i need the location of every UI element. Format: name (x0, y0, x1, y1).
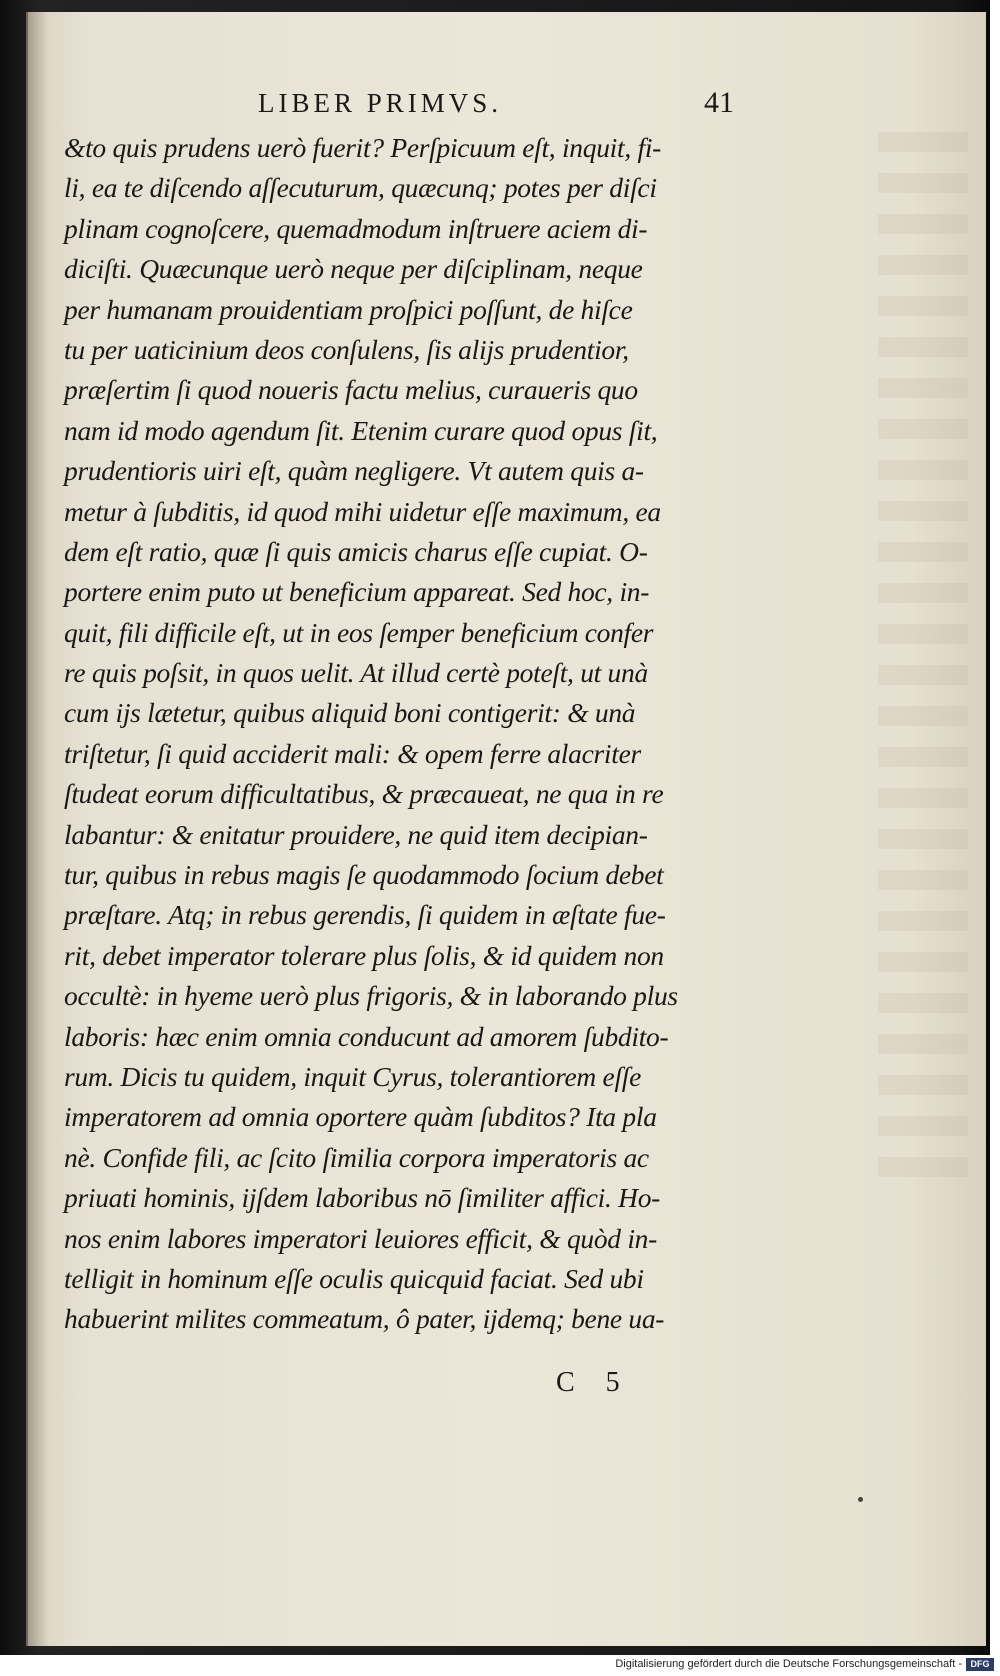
text-line: dem eſt ratio, quæ ſi quis amicis charus eſſe cupiat. O- (64, 535, 648, 567)
text-line: nam id modo agendum ſit. Etenim curare quod opus ſit, (64, 414, 658, 446)
funding-credit: Digitalisierung gefördert durch die Deutsche Forschungsgemeinschaft - (615, 1658, 962, 1670)
text-line: tu per uaticinium deos conſulens, ſis alijs prudentior, (64, 333, 629, 365)
dfg-logo: DFG (966, 1658, 994, 1671)
text-line: rit, debet imperator tolerare plus ſolis, & id quidem non (64, 939, 664, 971)
text-line: nè. Confide fili, ac ſcito ſimilia corpora imperatoris ac (64, 1141, 649, 1173)
text-line: diciſti. Quæcunque uerò neque per diſciplinam, neque (64, 253, 643, 285)
body-text (64, 128, 744, 1340)
text-line: laboris: hæc enim omnia conducunt ad amorem ſubdito- (64, 1020, 669, 1052)
text-line: li, ea te diſcendo aſſecuturum, quæcunq; potes per diſci (64, 172, 657, 204)
text-line: occultè: in hyeme uerò plus frigoris, & in laborando plus (64, 980, 678, 1012)
text-line: triſtetur, ſi quid acciderit mali: & opem ferre alacriter (64, 737, 641, 769)
page-number: 41 (704, 86, 734, 119)
show-through-text (878, 132, 968, 1182)
text-line: priuati hominis, ijſdem laboribus nō ſimiliter affici. Ho- (64, 1182, 661, 1214)
text-line: præſtare. Atq; in rebus gerendis, ſi quidem in æſtate fue- (64, 899, 666, 931)
text-line: tur, quibus in rebus magis ſe quodammodo ſocium debet (64, 859, 664, 891)
text-line: nos enim labores imperatori leuiores efficit, & quòd in- (64, 1222, 657, 1254)
running-title: LIBER PRIMVS. (258, 88, 503, 118)
text-line: labantur: & enitatur prouidere, ne quid item decipian- (64, 818, 648, 850)
paper-speck (858, 1497, 863, 1502)
text-line: &to quis prudens uerò fuerit? Perſpicuum eſt, inquit, fi- (64, 132, 662, 163)
text-line: imperatorem ad omnia oportere quàm ſubditos? Ita pla (64, 1101, 657, 1133)
page-gutter-shadow (28, 12, 48, 1646)
text-line: plinam cognoſcere, quemadmodum inſtruere aciem di- (64, 212, 648, 244)
signature-mark: C 5 (556, 1367, 632, 1398)
text-line: habuerint milites commeatum, ô pater, ijdemq; bene ua- (64, 1303, 665, 1335)
text-line: ſtudeat eorum difficultatibus, & præcaueat, ne qua in re (64, 778, 664, 810)
text-line: cum ijs lætetur, quibus aliquid boni contigerit: & unà (64, 697, 636, 729)
text-line: per humanam prouidentiam proſpici poſſunt, de hiſce (64, 293, 633, 325)
text-line: telligit in hominum eſſe oculis quicquid faciat. Sed ubi (64, 1262, 644, 1294)
text-line: re quis poſsit, in quos uelit. At illud certè poteſt, ut unà (64, 657, 648, 689)
text-line: rum. Dicis tu quidem, inquit Cyrus, tolerantiorem eſſe (64, 1060, 642, 1092)
text-line: prudentioris uiri eſt, quàm negligere. Vt autem quis a- (64, 455, 644, 487)
text-line: portere enim puto ut beneficium appareat. Sed hoc, in- (64, 576, 650, 608)
text-line: metur à ſubditis, id quod mihi uidetur eſſe maximum, ea (64, 495, 661, 527)
book-page (26, 12, 986, 1646)
text-line: præſertim ſi quod noueris factu melius, curaueris quo (64, 374, 638, 406)
text-line: quit, fili difficile eſt, ut in eos ſemper beneficium confer (64, 616, 654, 648)
